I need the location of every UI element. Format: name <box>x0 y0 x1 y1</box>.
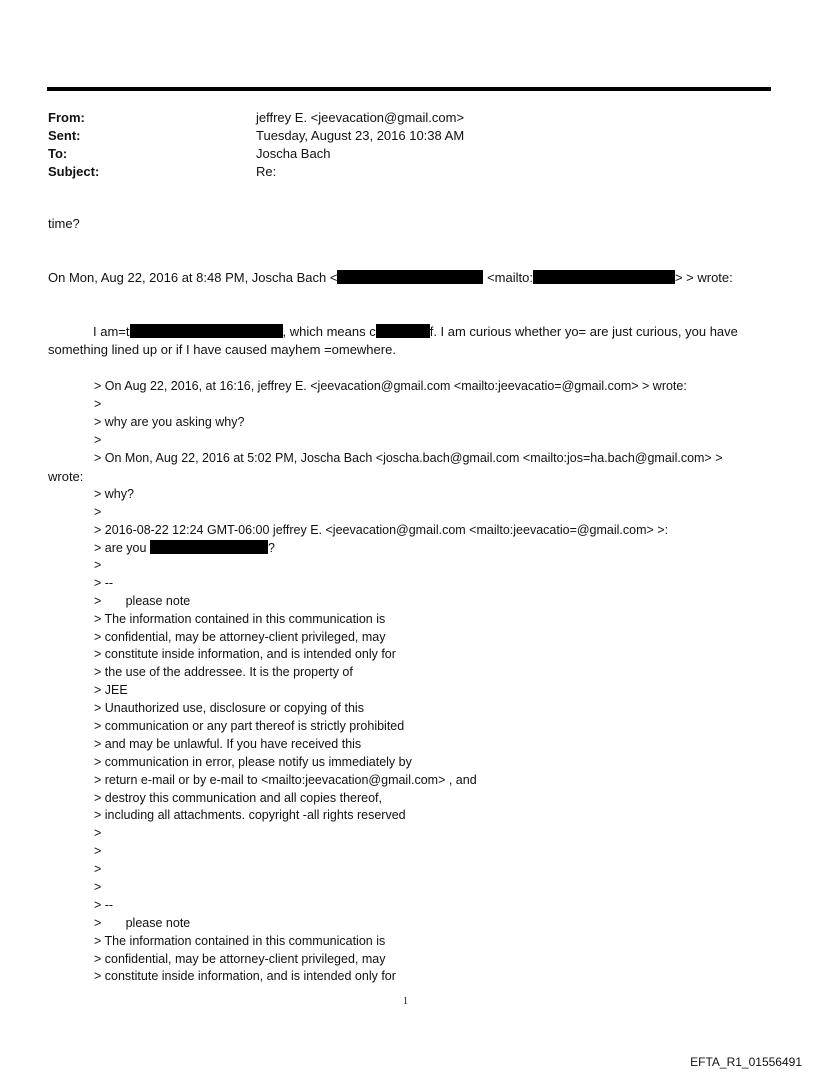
quoted-line: > confidential, may be attorney-client privileged, may <box>94 629 386 644</box>
paragraph-1-line-1 <box>48 323 778 341</box>
redaction-block <box>150 540 268 554</box>
quoted-line: > return e-mail or by e-mail to <mailto:jeevacation@gmail.com> , and <box>94 772 477 787</box>
quoted-line: > communication or any part thereof is strictly prohibited <box>94 719 405 734</box>
are-you-part-b: ? <box>267 540 275 555</box>
quoted-line: > please note <box>94 915 191 930</box>
sent-label: Sent: <box>48 128 81 143</box>
wrote-wrap <box>48 468 778 486</box>
quoted-line: > and may be unlawful. If you have received this <box>94 736 362 751</box>
quoted-line: > confidential, may be attorney-client privileged, may <box>94 951 386 966</box>
attribution-part-b: <mailto: <box>487 270 533 285</box>
redaction-block <box>337 270 483 284</box>
are-you-part-a: > are you <box>94 540 147 555</box>
quoted-line: > why? <box>94 487 134 501</box>
to-label: To: <box>48 146 68 161</box>
quoted-line: > <box>94 844 102 859</box>
para-part-a: I am=t <box>93 324 130 339</box>
header-divider <box>47 87 771 91</box>
from-value: jeffrey E. <jeevacation@gmail.com> <box>256 110 465 125</box>
quoted-line: > On Mon, Aug 22, 2016 at 5:02 PM, Joscha Bach <joscha.bach@gmail.com <mailto:jos=ha.bach@gmail.com> > <box>94 450 723 465</box>
quoted-line: > 2016-08-22 12:24 GMT-06:00 jeffrey E. <jeevacation@gmail.com <mailto:jeevacatio=@gmail.com> >: <box>94 522 669 537</box>
quoted-line: > communication in error, please notify us immediately by <box>94 754 412 769</box>
attribution-part-a: On Mon, Aug 22, 2016 at 8:48 PM, Joscha Bach < <box>48 270 338 285</box>
paragraph-1 <box>48 323 778 359</box>
reply-text <box>48 215 778 233</box>
para-part-b: , which means c <box>282 324 376 339</box>
quoted-line: > <box>94 826 102 841</box>
quoted-line-are-you <box>94 540 784 558</box>
quoted-block-bottom <box>94 557 784 986</box>
subject-label: Subject: <box>48 164 100 179</box>
to-value: Joscha Bach <box>256 146 331 161</box>
quoted-line: > JEE <box>94 683 128 698</box>
quoted-line: > the use of the addressee. It is the property of <box>94 665 353 680</box>
quoted-line: > constitute inside information, and is intended only for <box>94 969 396 984</box>
from-label: From: <box>48 110 85 125</box>
reply-line: time? <box>48 216 80 231</box>
quoted-line: > please note <box>94 593 191 608</box>
document-id: EFTA_R1_01556491 <box>690 1055 802 1069</box>
para-part-c: f. I am curious whether yo= are just curious, you have <box>429 324 738 339</box>
quoted-line: > The information contained in this communication is <box>94 611 386 626</box>
quoted-line: > why are you asking why? <box>94 414 245 429</box>
quoted-line: > including all attachments. copyright -all rights reserved <box>94 808 406 823</box>
quoted-block-top <box>94 378 784 467</box>
quoted-line: > <box>94 504 102 519</box>
attribution-text <box>48 269 778 287</box>
attribution-line <box>48 269 778 287</box>
wrote-wrap-line: wrote: <box>48 469 84 484</box>
redaction-block <box>130 324 283 338</box>
quoted-line: > On Aug 22, 2016, at 16:16, jeffrey E. <jeevacation@gmail.com <mailto:jeevacatio=@gmail.com> > wrote: <box>94 379 687 393</box>
quoted-line: > The information contained in this communication is <box>94 933 386 948</box>
quoted-line: > -- <box>94 575 114 590</box>
quoted-line: > <box>94 880 102 895</box>
redaction-block <box>533 270 675 284</box>
redaction-block <box>376 324 430 338</box>
sent-value: Tuesday, August 23, 2016 10:38 AM <box>256 128 465 143</box>
page-number: 1 <box>403 996 408 1007</box>
attribution-part-c: > > wrote: <box>674 270 733 285</box>
quoted-block-mid <box>94 486 784 558</box>
quoted-line: > <box>94 396 102 411</box>
subject-value: Re: <box>256 164 277 179</box>
quoted-line: > Unauthorized use, disclosure or copying of this <box>94 701 364 716</box>
paragraph-1-line-2: something lined up or if I have caused mayhem =omewhere. <box>48 342 396 357</box>
quoted-line: > destroy this communication and all copies thereof, <box>94 790 383 805</box>
quoted-line: > constitute inside information, and is intended only for <box>94 647 396 662</box>
quoted-line: > <box>94 862 102 877</box>
quoted-line: > <box>94 432 102 447</box>
quoted-line: > <box>94 558 102 572</box>
quoted-line: > -- <box>94 897 114 912</box>
